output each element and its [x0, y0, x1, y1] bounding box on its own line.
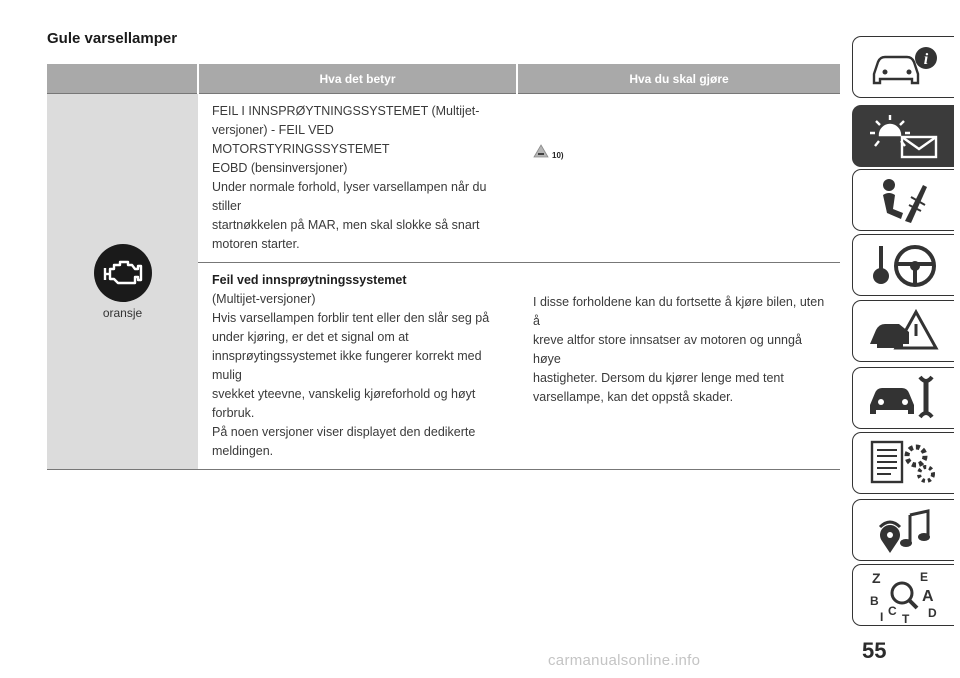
tab-index[interactable] [852, 564, 954, 626]
table-header-row [47, 64, 840, 94]
meaning-line: versjoner) - FEIL VED MOTORSTYRINGSSYSTEMET [212, 123, 390, 156]
meaning-line: innsprøytingssystemet ikke fungerer korrekt med mulig [212, 349, 482, 382]
svg-text:B: B [869, 594, 879, 608]
meaning-cell [198, 94, 517, 263]
meaning-line: EOBD (bensinversjoner) [212, 161, 348, 175]
meaning-line: meldingen. [212, 444, 274, 458]
lamp-color-label: oransje [102, 305, 143, 320]
action-line: hastigheter. Dersom du kjører lenge med tent [533, 371, 784, 385]
meaning-line: motoren starter. [212, 237, 300, 251]
meaning-line: FEIL I INNSPRØYTNINGSSYSTEMET (Multijet- [212, 104, 480, 118]
watermark: carmanualsonline.info [548, 652, 701, 669]
car-info-icon [866, 44, 942, 90]
tab-maintenance[interactable] [852, 367, 954, 429]
note-number: 10) [552, 151, 564, 160]
section-title: Gule varsellamper [47, 30, 178, 47]
tab-car-info[interactable] [852, 36, 954, 98]
svg-text:C: C [887, 604, 897, 618]
header-icon-column [47, 64, 198, 94]
meaning-line: Hvis varsellampen forblir tent eller den slår seg på [212, 311, 490, 325]
key-steering-wheel-icon [867, 240, 941, 290]
tab-safety[interactable] [852, 169, 954, 231]
action-line: I disse forholdene kan du fortsette å kjøre bilen, uten å [533, 295, 825, 328]
svg-text:D: D [927, 606, 937, 620]
action-line: varsellampe, kan det oppstå skader. [533, 390, 734, 404]
seat-airbag-icon [869, 175, 939, 225]
tab-emergency[interactable] [852, 300, 954, 362]
warning-light-icon [866, 111, 942, 161]
svg-text:E: E [919, 570, 928, 584]
multimedia-icon [866, 505, 942, 555]
tab-technical-data[interactable] [852, 432, 954, 494]
engine-check-icon [94, 244, 152, 302]
alphabet-search-icon [866, 567, 942, 623]
accident-warning-icon [866, 306, 942, 356]
meaning-cell [198, 263, 517, 470]
meaning-title: Feil ved innsprøytningssystemet [212, 273, 407, 287]
meaning-line: Under normale forhold, lyser varsellampen når du stiller [212, 180, 487, 213]
meaning-line: (Multijet-versjoner) [212, 292, 316, 306]
header-action: Hva du skal gjøre [517, 64, 840, 94]
tab-multimedia[interactable] [852, 499, 954, 561]
caution-triangle-icon [533, 144, 549, 158]
header-meaning: Hva det betyr [198, 64, 517, 94]
svg-text:A: A [921, 588, 934, 605]
action-line: kreve altfor store innsatser av motoren og unngå høye [533, 333, 802, 366]
tab-starting-driving[interactable] [852, 234, 954, 296]
tab-warning-lights[interactable] [852, 105, 954, 167]
svg-text:I: I [879, 610, 883, 623]
meaning-line: På noen versjoner viser displayet den dedikerte [212, 425, 476, 439]
note-reference [533, 144, 564, 165]
meaning-line: under kjøring, er det et signal om at [212, 330, 409, 344]
meaning-line: forbruk. [212, 406, 255, 420]
meaning-line: startnøkkelen på MAR, men skal slokke så snart [212, 218, 480, 232]
table-row [47, 94, 840, 263]
warning-light-table [47, 64, 840, 470]
meaning-line: svekket yteevne, vanskelig kjøreforhold og høyt [212, 387, 476, 401]
icon-cell [47, 94, 198, 470]
svg-text:Z: Z [871, 570, 881, 586]
list-gears-icon [866, 438, 942, 488]
action-cell [517, 263, 840, 470]
svg-text:i: i [923, 51, 928, 68]
car-wrench-icon [866, 373, 942, 423]
svg-text:T: T [901, 612, 909, 623]
page-number: 55 [862, 638, 887, 663]
action-cell [517, 94, 840, 263]
